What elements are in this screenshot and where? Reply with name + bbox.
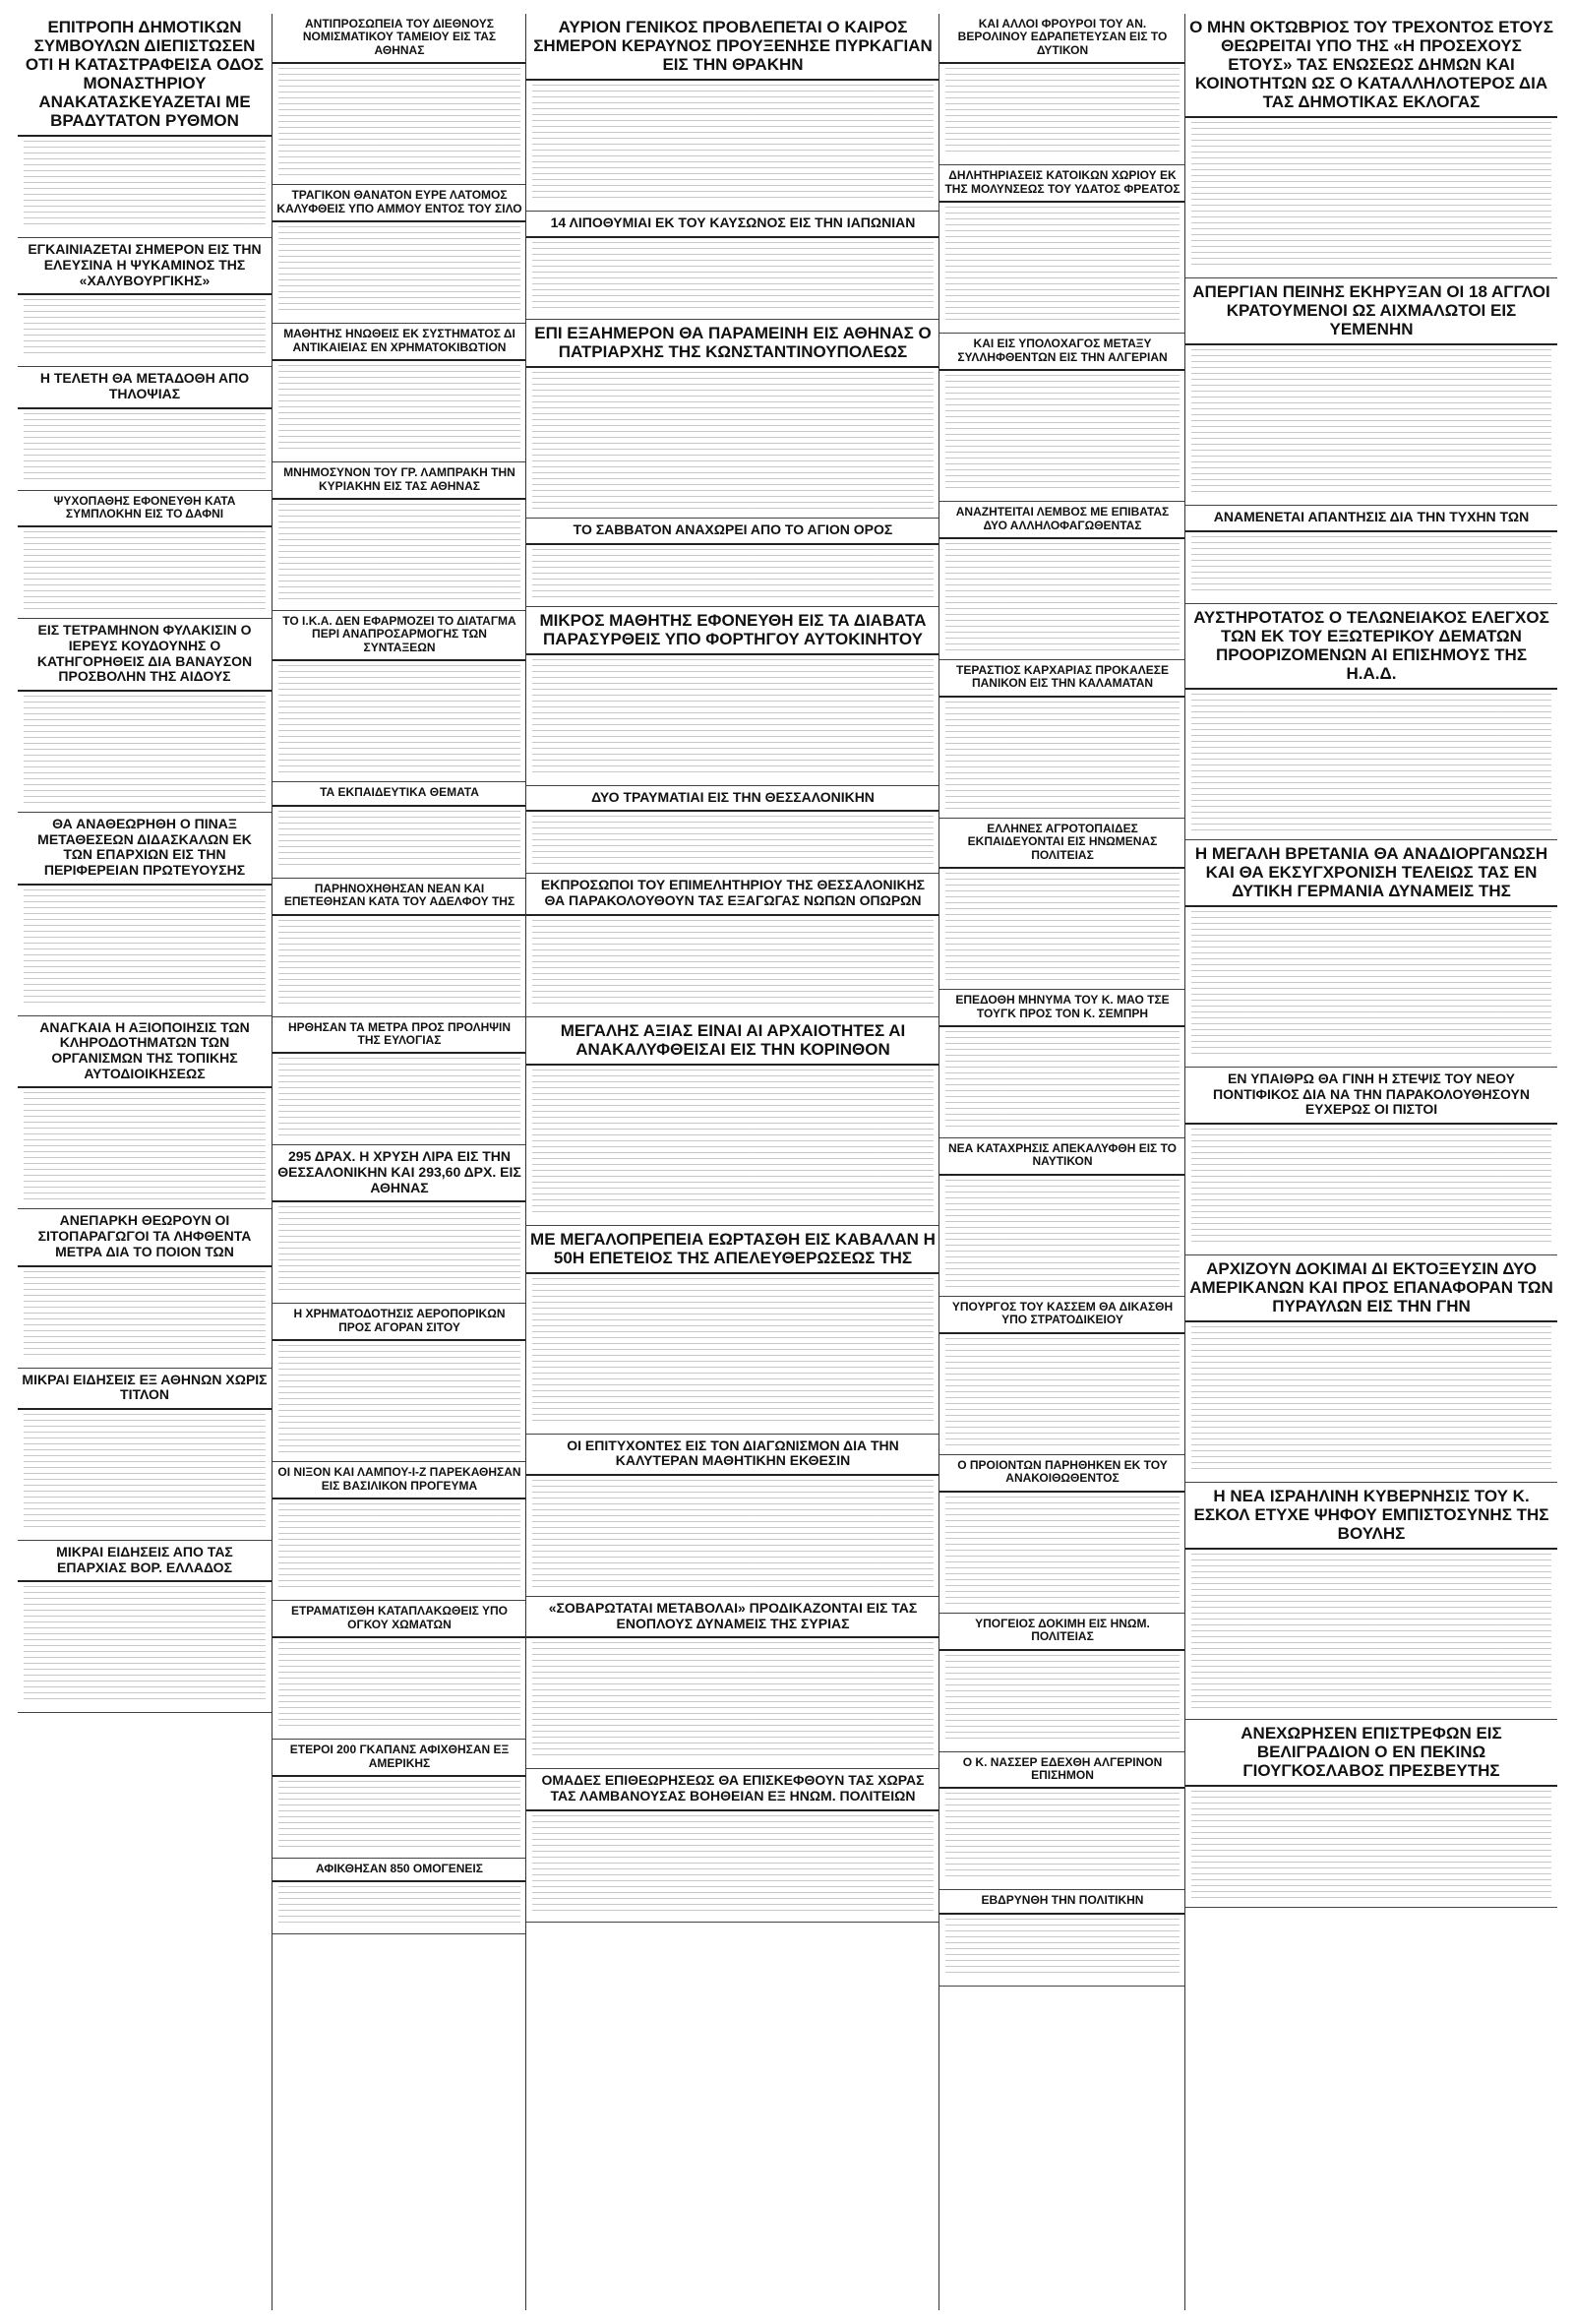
article-body-text [24, 1092, 266, 1200]
article-body-text [532, 85, 934, 203]
article-body-text [945, 873, 1180, 981]
article-body-text [24, 299, 266, 358]
article-headline: ΥΠΟΓΕΙΟΣ ΔΟΚΙΜΗ ΕΙΣ ΗΝΩΜ. ΠΟΛΙΤΕΙΑΣ [939, 1614, 1185, 1651]
column-1 [18, 14, 272, 2310]
article-body-text [278, 226, 520, 315]
article-headline: ΑΝΤΙΠΡΟΣΩΠΕΙΑ ΤΟΥ ΔΙΕΘΝΟΥΣ ΝΟΜΙΣΜΑΤΙΚΟΥ ΤΑΜΕΙΟΥ ΕΙΣ ΤΑΣ ΑΘΗΝΑΣ [272, 14, 526, 64]
article-body-text [945, 702, 1180, 810]
newspaper-page [18, 14, 1556, 2310]
article-body-text [1191, 349, 1551, 497]
article [272, 324, 526, 462]
article [939, 1297, 1185, 1455]
article-headline: ΕΝ ΥΠΑΙΘΡΩ ΘΑ ΓΙΝΗ Η ΣΤΕΨΙΣ ΤΟΥ ΝΕΟΥ ΠΟΝΤΙΦΙΚΟΣ ΔΙΑ ΝΑ ΤΗΝ ΠΑΡΑΚΟΛΟΥΘΗΣΟΥΝ ΕΥΧΕΡΩΣ ΟΙ ΠΙΣΤΟΙ [1185, 1068, 1557, 1125]
article-headline: ΥΠΟΥΡΓΟΣ ΤΟΥ ΚΑΣΣΕΜ ΘΑ ΔΙΚΑΣΘΗ ΥΠΟ ΣΤΡΑΤΟΔΙΚΕΙΟΥ [939, 1297, 1185, 1334]
article-body-text [1191, 1554, 1551, 1711]
article-body-text [278, 1886, 520, 1926]
article [939, 1455, 1185, 1614]
article-headline: ΜΝΗΜΟΣΥΝΟΝ ΤΟΥ ΓΡ. ΛΑΜΠΡΑΚΗ ΤΗΝ ΚΥΡΙΑΚΗΝ ΕΙΣ ΤΑΣ ΑΘΗΝΑΣ [272, 462, 526, 500]
article-body-text [24, 1271, 266, 1360]
article-headline: Ο Κ. ΝΑΣΣΕΡ ΕΔΕΧΘΗ ΑΛΓΕΡΙΝΟΝ ΕΠΙΣΗΜΟΝ [939, 1752, 1185, 1790]
article [939, 502, 1185, 660]
article [939, 1614, 1185, 1752]
article-headline: Η ΝΕΑ ΙΣΡΑΗΛΙΝΗ ΚΥΒΕΡΝΗΣΙΣ ΤΟΥ Κ. ΕΣΚΟΛ ΕΤΥΧΕ ΨΗΦΟΥ ΕΜΠΙΣΤΟΣΥΝΗΣ ΤΗΣ ΒΟΥΛΗΣ [1185, 1483, 1557, 1550]
article-body-text [24, 413, 266, 482]
article-body-text [1191, 694, 1551, 831]
article-body-text [24, 1586, 266, 1704]
article-headline: ΕΛΛΗΝΕΣ ΑΓΡΟΤΟΠΑΙΔΕΣ ΕΚΠΑΙΔΕΥΟΝΤΑΙ ΕΙΣ ΗΝΩΜΕΝΑΣ ΠΟΛΙΤΕΙΑΣ [939, 819, 1185, 869]
article-body-text [945, 543, 1180, 651]
article [272, 462, 526, 611]
article-headline: ΗΡΘΗΣΑΝ ΤΑ ΜΕΤΡΑ ΠΡΟΣ ΠΡΟΛΗΨΙΝ ΤΗΣ ΕΥΛΟΓΙΑΣ [272, 1017, 526, 1055]
article-headline: ΤΟ Ι.Κ.Α. ΔΕΝ ΕΦΑΡΜΟΖΕΙ ΤΟ ΔΙΑΤΑΓΜΑ ΠΕΡΙ ΑΝΑΠΡΟΣΑΡΜΟΓΗΣ ΤΩΝ ΣΥΝΤΑΞΕΩΝ [272, 611, 526, 661]
article [272, 1017, 526, 1146]
article-headline: ΑΝΑΖΗΤΕΙΤΑΙ ΛΕΜΒΟΣ ΜΕ ΕΠΙΒΑΤΑΣ ΔΥΟ ΑΛΛΗΛΟΦΑΓΩΘΕΝΤΑΣ [939, 502, 1185, 539]
article [526, 786, 939, 875]
article-body-text [278, 504, 520, 602]
article-headline: Ο ΠΡΟΙΟΝΤΩΝ ΠΑΡΗΘΗΚΕΝ ΕΚ ΤΟΥ ΑΝΑΚΟΙΘΩΘΕΝΤΟΣ [939, 1455, 1185, 1493]
article [1185, 840, 1557, 1068]
article-headline: ΨΥΧΟΠΑΘΗΣ ΕΦΟΝΕΥΘΗ ΚΑΤΑ ΣΥΜΠΛΟΚΗΝ ΕΙΣ ΤΟ ΔΑΦΝΙ [18, 491, 272, 528]
article-headline: ΠΑΡΗΝΟΧΗΘΗΣΑΝ ΝΕΑΝ ΚΑΙ ΕΠΕΤΕΘΗΣΑΝ ΚΑΤΑ ΤΟΥ ΑΔΕΛΦΟΥ ΤΗΣ [272, 879, 526, 916]
article-body-text [1191, 911, 1551, 1059]
article-headline: ΘΑ ΑΝΑΘΕΩΡΗΘΗ Ο ΠΙΝΑΞ ΜΕΤΑΘΕΣΕΩΝ ΔΙΔΑΣΚΑΛΩΝ ΕΚ ΤΩΝ ΕΠΑΡΧΙΩΝ ΕΙΣ ΤΗΝ ΠΕΡΙΦΕΡΕΙΑΝ ΠΡΩΤΕΥΟΥΣΗΣ [18, 813, 272, 886]
article-body-text [24, 141, 266, 229]
article [526, 874, 939, 1016]
article-headline: Η ΜΕΓΑΛΗ ΒΡΕΤΑΝΙΑ ΘΑ ΑΝΑΔΙΟΡΓΑΝΩΣΗ ΚΑΙ ΘΑ ΕΚΣΥΓΧΡΟΝΙΣΗ ΤΕΛΕΙΩΣ ΤΑΣ ΕΝ ΔΥΤΙΚΗ ΓΕΡΜΑΝΙΑ ΔΥΝΑΜΕΙΣ ΤΗΣ [1185, 840, 1557, 907]
article-body-text [278, 920, 520, 1009]
article-headline: ΕΚΠΡΟΣΩΠΟΙ ΤΟΥ ΕΠΙΜΕΛΗΤΗΡΙΟΥ ΤΗΣ ΘΕΣΣΑΛΟΝΙΚΗΣ ΘΑ ΠΑΡΑΚΟΛΟΥΘΟΥΝ ΤΑΣ ΕΞΑΓΩΓΑΣ ΝΩΠΩΝ ΟΠΩΡΩΝ [526, 874, 939, 915]
article-headline: ΤΡΑΓΙΚΟΝ ΘΑΝΑΤΟΝ ΕΥΡΕ ΛΑΤΟΜΟΣ ΚΑΛΥΦΘΕΙΣ ΥΠΟ ΑΜΜΟΥ ΕΝΤΟΣ ΤΟΥ ΣΙΛΟ [272, 185, 526, 222]
article-body-text [532, 920, 934, 1009]
article-headline: ΔΗΛΗΤΗΡΙΑΣΕΙΣ ΚΑΤΟΙΚΩΝ ΧΩΡΙΟΥ ΕΚ ΤΗΣ ΜΟΛΥΝΣΕΩΣ ΤΟΥ ΥΔΑΤΟΣ ΦΡΕΑΤΟΣ [939, 165, 1185, 203]
article [18, 1541, 272, 1713]
article-body-text [532, 549, 934, 598]
article-headline: ΟΙ ΕΠΙΤΥΧΟΝΤΕΣ ΕΙΣ ΤΟΝ ΔΙΑΓΩΝΙΣΜΟΝ ΔΙΑ ΤΗΝ ΚΑΛΥΤΕΡΑΝ ΜΑΘΗΤΙΚΗΝ ΕΚΘΕΣΙΝ [526, 1435, 939, 1476]
article [18, 1016, 272, 1210]
article [18, 1209, 272, 1368]
article-body-text [945, 375, 1180, 493]
article-body-text [24, 889, 266, 1008]
article [939, 165, 1185, 334]
article [1185, 1255, 1557, 1483]
article [939, 1138, 1185, 1297]
article [526, 1017, 939, 1226]
article [526, 212, 939, 320]
article-headline: ΑΥΣΤΗΡΟΤΑΤΟΣ Ο ΤΕΛΩΝΕΙΑΚΟΣ ΕΛΕΓΧΟΣ ΤΩΝ ΕΚ ΤΟΥ ΕΞΩΤΕΡΙΚΟΥ ΔΕΜΑΤΩΝ ΠΡΟΟΡΙΖΟΜΕΝΩΝ ΑΙ ΕΠΙΣΗΜΟΥΣ ΤΗΣ Η.Α.Δ. [1185, 604, 1557, 690]
article-body-text [24, 1414, 266, 1532]
article-body-text [278, 1058, 520, 1136]
article-body-text [532, 372, 934, 510]
article [18, 367, 272, 490]
article [526, 1226, 939, 1435]
article [1185, 14, 1557, 278]
article-headline: ΕΠΙ ΕΞΑΗΜΕΡΟΝ ΘΑ ΠΑΡΑΜΕΙΝΗ ΕΙΣ ΑΘΗΝΑΣ Ο ΠΑΤΡΙΑΡΧΗΣ ΤΗΣ ΚΩΝΣΤΑΝΤΙΝΟΥΠΟΛΕΩΣ [526, 320, 939, 368]
article-headline: ΑΠΕΡΓΙΑΝ ΠΕΙΝΗΣ ΕΚΗΡΥΞΑΝ ΟΙ 18 ΑΓΓΛΟΙ ΚΡΑΤΟΥΜΕΝΟΙ ΩΣ ΑΙΧΜΑΛΩΤΟΙ ΕΙΣ ΥΕΜΕΝΗΝ [1185, 278, 1557, 345]
article-body-text [278, 811, 520, 870]
article-headline: ΕΓΚΑΙΝΙΑΖΕΤΑΙ ΣΗΜΕΡΟΝ ΕΙΣ ΤΗΝ ΕΛΕΥΣΙΝΑ Η ΨΥΚΑΜΙΝΟΣ ΤΗΣ «ΧΑΛΥΒΟΥΡΓΙΚΗΣ» [18, 238, 272, 295]
article-headline: 14 ΛΙΠΟΘΥΜΙΑΙ ΕΚ ΤΟΥ ΚΑΥΣΩΝΟΣ ΕΙΣ ΤΗΝ ΙΑΠΩΝΙΑΝ [526, 212, 939, 238]
article-headline: ΕΙΣ ΤΕΤΡΑΜΗΝΟΝ ΦΥΛΑΚΙΣΙΝ Ο ΙΕΡΕΥΣ ΚΟΥΔΟΥΝΗΣ Ο ΚΑΤΗΓΟΡΗΘΕΙΣ ΔΙΑ ΒΑΝΑΥΣΟΝ ΠΡΟΣΒΟΛΗΝ ΤΗΣ ΑΙΔΟΥΣ [18, 619, 272, 692]
article-headline: ΜΑΘΗΤΗΣ ΗΝΩΘΕΙΣ ΕΚ ΣΥΣΤΗΜΑΤΟΣ ΔΙ ΑΝΤΙΚΑΙΕΙΑΣ ΕΝ ΧΡΗΜΑΤΟΚΙΒΩΤΙΟΝ [272, 324, 526, 361]
article-headline: Η ΤΕΛΕΤΗ ΘΑ ΜΕΤΑΔΟΘΗ ΑΠΟ ΤΗΛΟΨΙΑΣ [18, 367, 272, 408]
article-body-text [278, 1642, 520, 1731]
article [939, 334, 1185, 502]
article [272, 1462, 526, 1601]
article-headline: ΑΝΕΧΩΡΗΣΕΝ ΕΠΙΣΤΡΕΦΩΝ ΕΙΣ ΒΕΛΙΓΡΑΔΙΟΝ Ο ΕΝ ΠΕΚΙΝΩ ΓΙΟΥΓΚΟΣΛΑΒΟΣ ΠΡΕΣΒΕΥΤΗΣ [1185, 1720, 1557, 1787]
article-body-text [278, 1206, 520, 1295]
article [939, 1752, 1185, 1891]
article [526, 1769, 939, 1922]
article-headline: ΑΡΧΙΖΟΥΝ ΔΟΚΙΜΑΙ ΔΙ ΕΚΤΟΞΕΥΣΙΝ ΔΥΟ ΑΜΕΡΙΚΑΝΩΝ ΚΑΙ ΠΡΟΣ ΕΠΑΝΑΦΟΡΑΝ ΤΩΝ ΠΥΡΑΥΛΩΝ ΕΙΣ ΤΗΝ ΓΗΝ [1185, 1255, 1557, 1322]
article-headline: ΚΑΙ ΑΛΛΟΙ ΦΡΟΥΡΟΙ ΤΟΥ ΑΝ. ΒΕΡΟΛΙΝΟΥ ΕΔΡΑΠΕΤΕΥΣΑΝ ΕΙΣ ΤΟ ΔΥΤΙΚΟΝ [939, 14, 1185, 64]
article-body-text [532, 659, 934, 777]
article-body-text [1191, 1326, 1551, 1474]
column-4 [938, 14, 1185, 2310]
article-body-text [532, 1815, 934, 1914]
article-body-text [278, 1345, 520, 1453]
article-body-text [278, 665, 520, 773]
article [272, 185, 526, 324]
article-body-text [945, 207, 1180, 325]
article-headline: ΜΕΓΑΛΗΣ ΑΞΙΑΣ ΕΙΝΑΙ ΑΙ ΑΡΧΑΙΟΤΗΤΕΣ ΑΙ ΑΝΑΚΑΛΥΦΘΕΙΣΑΙ ΕΙΣ ΤΗΝ ΚΟΡΙΝΘΟΝ [526, 1017, 939, 1066]
article-body-text [945, 1338, 1180, 1446]
article [526, 1435, 939, 1597]
article-body-text [1191, 1791, 1551, 1899]
article-body-text [532, 1278, 934, 1426]
article-body-text [24, 696, 266, 804]
article-body-text [532, 1070, 934, 1217]
article-headline: ΤΕΡΑΣΤΙΟΣ ΚΑΡΧΑΡΙΑΣ ΠΡΟΚΑΛΕΣΕ ΠΑΝΙΚΟΝ ΕΙΣ ΤΗΝ ΚΑΛΑΜΑΤΑΝ [939, 660, 1185, 698]
article-headline: ΜΙΚΡΑΙ ΕΙΔΗΣΕΙΣ ΕΞ ΑΘΗΝΩΝ ΧΩΡΙΣ ΤΙΤΛΟΝ [18, 1369, 272, 1410]
article-headline: ΑΝΕΠΑΡΚΗ ΘΕΩΡΟΥΝ ΟΙ ΣΙΤΟΠΑΡΑΓΩΓΟΙ ΤΑ ΛΗΦΘΕΝΤΑ ΜΕΤΡΑ ΔΙΑ ΤΟ ΠΟΙΟΝ ΤΩΝ [18, 1209, 272, 1266]
article-headline: ΑΝΑΜΕΝΕΤΑΙ ΑΠΑΝΤΗΣΙΣ ΔΙΑ ΤΗΝ ΤΥΧΗΝ ΤΩΝ [1185, 506, 1557, 532]
article-headline: ΟΜΑΔΕΣ ΕΠΙΘΕΩΡΗΣΕΩΣ ΘΑ ΕΠΙΣΚΕΦΘΟΥΝ ΤΑΣ ΧΩΡΑΣ ΤΑΣ ΛΑΜΒΑΝΟΥΣΑΣ ΒΟΗΘΕΙΑΝ ΕΞ ΗΝΩΜ. ΠΟΛΙΤΕΙΩΝ [526, 1769, 939, 1810]
article [18, 1369, 272, 1541]
article [18, 14, 272, 238]
article-body-text [945, 1180, 1180, 1288]
article-headline: ΟΙ ΝΙΞΟΝ ΚΑΙ ΛΑΜΠΟΥ-Ι-Ζ ΠΑΡΕΚΑΘΗΣΑΝ ΕΙΣ ΒΑΣΙΛΙΚΟΝ ΠΡΟΓΕΥΜΑ [272, 1462, 526, 1499]
article [1185, 604, 1557, 840]
article [272, 1304, 526, 1462]
article-body-text [1191, 122, 1551, 270]
article [1185, 278, 1557, 506]
article [18, 491, 272, 620]
article-body-text [278, 1503, 520, 1592]
article-body-text [532, 242, 934, 311]
article [939, 990, 1185, 1138]
article-body-text [945, 1497, 1180, 1605]
article [526, 320, 939, 519]
article [272, 1740, 526, 1859]
article [526, 519, 939, 607]
column-3 [525, 14, 939, 2310]
article-body-text [945, 1031, 1180, 1130]
article-headline: ΕΒΔΡΥΝΘΗ ΤΗΝ ΠΟΛΙΤΙΚΗΝ [939, 1890, 1185, 1914]
article-headline: ΕΠΕΔΟΘΗ ΜΗΝΥΜΑ ΤΟΥ Κ. ΜΑΟ ΤΣΕ ΤΟΥΓΚ ΠΡΟΣ ΤΟΝ Κ. ΣΕΜΠΡΗ [939, 990, 1185, 1027]
article [272, 782, 526, 878]
article-body-text [945, 68, 1180, 156]
article [526, 607, 939, 786]
article-headline: 295 ΔΡΑΧ. Η ΧΡΥΣΗ ΛΙΡΑ ΕΙΣ ΤΗΝ ΘΕΣΣΑΛΟΝΙΚΗΝ ΚΑΙ 293,60 ΔΡΧ. ΕΙΣ ΑΘΗΝΑΣ [272, 1145, 526, 1202]
article [1185, 1068, 1557, 1255]
article-headline: ΜΙΚΡΟΣ ΜΑΘΗΤΗΣ ΕΦΟΝΕΥΘΗ ΕΙΣ ΤΑ ΔΙΑΒΑΤΑ ΠΑΡΑΣΥΡΘΕΙΣ ΥΠΟ ΦΟΡΤΗΓΟΥ ΑΥΤΟΚΙΝΗΤΟΥ [526, 607, 939, 655]
article [272, 1145, 526, 1304]
column-2 [272, 14, 526, 2310]
article-headline: ΤΟ ΣΑΒΒΑΤΟΝ ΑΝΑΧΩΡΕΙ ΑΠΟ ΤΟ ΑΓΙΟΝ ΟΡΟΣ [526, 519, 939, 545]
article-headline: Η ΧΡΗΜΑΤΟΔΟΤΗΣΙΣ ΑΕΡΟΠΟΡΙΚΩΝ ΠΡΟΣ ΑΓΟΡΑΝ ΣΙΤΟΥ [272, 1304, 526, 1341]
article-headline: ΕΤΕΡΟΙ 200 ΓΚΑΠΑΝΣ ΑΦΙΧΘΗΣΑΝ ΕΞ ΑΜΕΡΙΚΗΣ [272, 1740, 526, 1777]
article [526, 14, 939, 212]
article-body-text [1191, 1129, 1551, 1247]
article-body-text [945, 1655, 1180, 1743]
article [272, 1859, 526, 1934]
article-body-text [24, 531, 266, 610]
article [939, 14, 1185, 165]
article [1185, 1483, 1557, 1720]
article-headline: ΚΑΙ ΕΙΣ ΥΠΟΛΟΧΑΓΟΣ ΜΕΤΑΞΥ ΣΥΛΛΗΦΘΕΝΤΩΝ ΕΙΣ ΤΗΝ ΑΛΓΕΡΙΑΝ [939, 334, 1185, 371]
article [272, 14, 526, 185]
article [272, 879, 526, 1017]
article-body-text [278, 68, 520, 176]
article-headline: ΕΤΡΑΜΑΤΙΣΘΗ ΚΑΤΑΠΛΑΚΩΘΕΙΣ ΥΠΟ ΟΓΚΟΥ ΧΩΜΑΤΩΝ [272, 1601, 526, 1638]
article-body-text [278, 365, 520, 454]
article [272, 611, 526, 782]
article [1185, 1720, 1557, 1908]
article [18, 619, 272, 813]
article-headline: «ΣΟΒΑΡΩΤΑΤΑΙ ΜΕΤΑΒΟΛΑΙ» ΠΡΟΔΙΚΑΖΟΝΤΑΙ ΕΙΣ ΤΑΣ ΕΝΟΠΛΟΥΣ ΔΥΝΑΜΕΙΣ ΤΗΣ ΣΥΡΙΑΣ [526, 1597, 939, 1638]
article [939, 1890, 1185, 1986]
article [1185, 506, 1557, 604]
article-body-text [278, 1781, 520, 1850]
article-headline: ΜΙΚΡΑΙ ΕΙΔΗΣΕΙΣ ΑΠΟ ΤΑΣ ΕΠΑΡΧΙΑΣ ΒΟΡ. ΕΛΛΑΔΟΣ [18, 1541, 272, 1582]
column-5 [1184, 14, 1557, 2310]
article-headline: ΤΑ ΕΚΠΑΙΔΕΥΤΙΚΑ ΘΕΜΑΤΑ [272, 782, 526, 806]
article-body-text [945, 1793, 1180, 1881]
article-body-text [945, 1919, 1180, 1978]
article-headline: ΜΕ ΜΕΓΑΛΟΠΡΕΠΕΙΑ ΕΩΡΤΑΣΘΗ ΕΙΣ ΚΑΒΑΛΑΝ Η 50Η ΕΠΕΤΕΙΟΣ ΤΗΣ ΑΠΕΛΕΥΘΕΡΩΣΕΩΣ ΤΗΣ [526, 1226, 939, 1274]
article-headline: ΑΝΑΓΚΑΙΑ Η ΑΞΙΟΠΟΙΗΣΙΣ ΤΩΝ ΚΛΗΡΟΔΟΤΗΜΑΤΩΝ ΤΩΝ ΟΡΓΑΝΙΣΜΩΝ ΤΗΣ ΤΟΠΙΚΗΣ ΑΥΤΟΔΙΟΙΚΗΣΕΩΣ [18, 1016, 272, 1089]
article-headline: ΕΠΙΤΡΟΠΗ ΔΗΜΟΤΙΚΩΝ ΣΥΜΒΟΥΛΩΝ ΔΙΕΠΙΣΤΩΣΕΝ ΟΤΙ Η ΚΑΤΑΣΤΡΑΦΕΙΣΑ ΟΔΟΣ ΜΟΝΑΣΤΗΡΙΟΥ ΑΝΑΚΑΤΑΣΚΕΥΑΖΕΤΑΙ ΜΕ ΒΡΑΔΥΤΑΤΟΝ ΡΥΘΜΟΝ [18, 14, 272, 137]
article [939, 660, 1185, 819]
article-body-text [532, 1642, 934, 1760]
article [272, 1601, 526, 1740]
article-headline: ΔΥΟ ΤΡΑΥΜΑΤΙΑΙ ΕΙΣ ΤΗΝ ΘΕΣΣΑΛΟΝΙΚΗΝ [526, 786, 939, 813]
article-body-text [1191, 536, 1551, 595]
article-body-text [532, 1480, 934, 1588]
article [526, 1597, 939, 1769]
article [18, 238, 272, 367]
article-headline: Ο ΜΗΝ ΟΚΤΩΒΡΙΟΣ ΤΟΥ ΤΡΕΧΟΝΤΟΣ ΕΤΟΥΣ ΘΕΩΡΕΙΤΑΙ ΥΠΟ ΤΗΣ «Η ΠΡΟΣΕΧΟΥΣ ΕΤΟΥΣ» ΤΑΣ ΕΝΩΣΕΩΣ ΔΗΜΩΝ ΚΑΙ ΚΟΙΝΟΤΗΤΩΝ ΩΣ Ο ΚΑΤΑΛΛΗΛΟΤΕΡΟΣ ΔΙΑ ΤΑΣ ΔΗΜΟΤΙΚΑΣ ΕΚΛΟΓΑΣ [1185, 14, 1557, 118]
article-body-text [532, 816, 934, 865]
article [939, 819, 1185, 990]
article-headline: ΝΕΑ ΚΑΤΑΧΡΗΣΙΣ ΑΠΕΚΑΛΥΦΘΗ ΕΙΣ ΤΟ ΝΑΥΤΙΚΟΝ [939, 1138, 1185, 1176]
article-headline: ΑΦΙΚΘΗΣΑΝ 850 ΟΜΟΓΕΝΕΙΣ [272, 1859, 526, 1882]
article [18, 813, 272, 1016]
article-headline: ΑΥΡΙΟΝ ΓΕΝΙΚΟΣ ΠΡΟΒΛΕΠΕΤΑΙ Ο ΚΑΙΡΟΣ ΣΗΜΕΡΟΝ ΚΕΡΑΥΝΟΣ ΠΡΟΥΞΕΝΗΣΕ ΠΥΡΚΑΓΙΑΝ ΕΙΣ ΤΗΝ ΘΡΑΚΗΝ [526, 14, 939, 81]
